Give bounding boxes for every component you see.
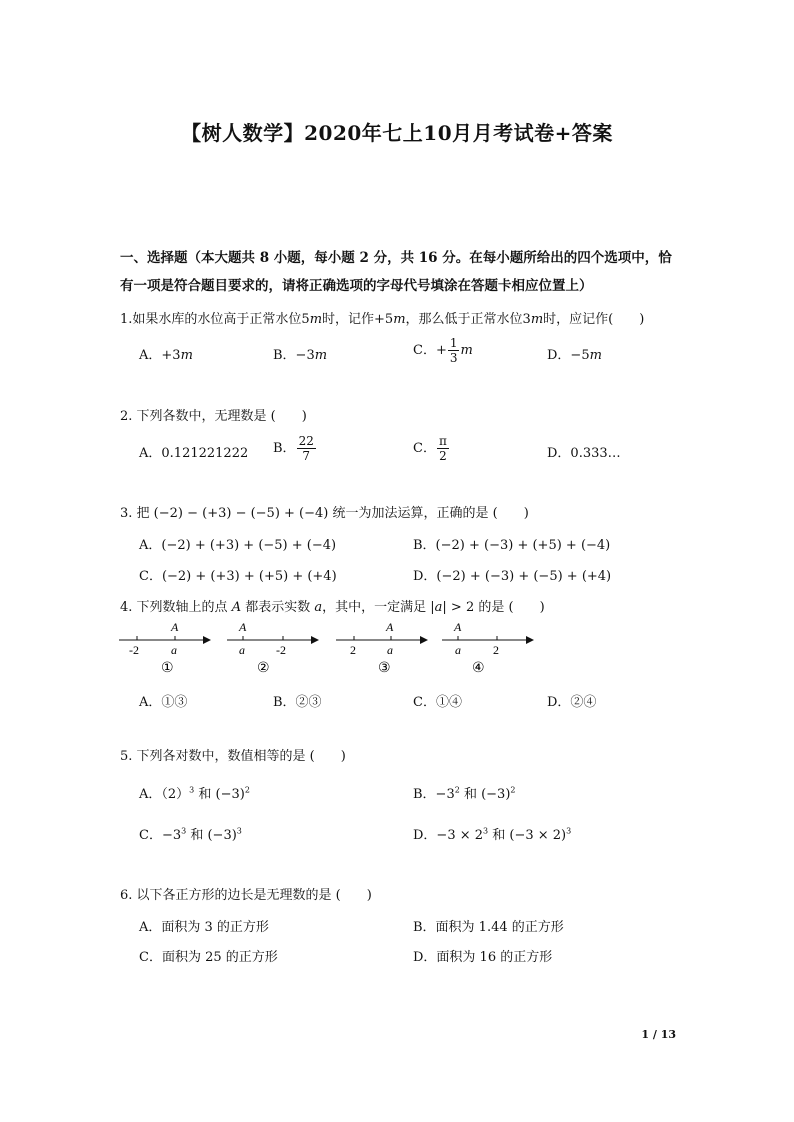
q1-var: m — [393, 312, 406, 327]
fraction: $\frac{1}{3}$ — [449, 336, 458, 365]
a-label: a — [239, 643, 245, 657]
q6-option-d[interactable]: D．面积为 16 的正方形 — [413, 950, 553, 965]
number-line-3 — [336, 616, 436, 684]
figure-number: ④ — [472, 660, 485, 676]
q4-option-a[interactable]: A．①③ — [139, 695, 188, 710]
question-4-stem — [120, 596, 545, 615]
q6-option-a[interactable]: A．面积为 3 的正方形 — [139, 920, 269, 935]
a-label: a — [455, 643, 461, 657]
q4-text: 都表示实数 — [245, 600, 311, 615]
q1-option-a[interactable]: A．+3m — [139, 348, 193, 363]
q4-var: A — [231, 600, 242, 615]
q1-text: 5 — [301, 312, 310, 327]
q5-option-b[interactable]: B．$-3^2$ 和 $(-3)^2$ — [413, 785, 516, 802]
q1-text: +5 — [374, 312, 394, 327]
question-6-stem: 6. 以下各正方形的边长是无理数的是 ( ) — [120, 888, 372, 903]
page-number: 1 / 13 — [641, 1028, 676, 1041]
figure-number: ② — [257, 660, 270, 676]
section-heading-line1: 一、选择题（本大题共 8 小题，每小题 2 分，共 16 分。在每小题所给出的四个选项中，恰 — [120, 250, 672, 266]
question-2-stem: 2. 下列各数中，无理数是 ( ) — [120, 409, 307, 424]
page-title: 【树人数学】2020年七上10月月考试卷+答案 — [181, 121, 613, 145]
q1-option-d[interactable]: D．−5m — [547, 348, 602, 363]
q1-text: 时，应记作( ) — [543, 312, 645, 327]
tick-label: 2 — [350, 643, 356, 657]
q1-text: 1.如果水库的水位高于正常水位 — [120, 312, 302, 327]
q1-option-c[interactable]: C．+ $\frac{1}{3}$ m — [413, 336, 473, 365]
q6-option-b[interactable]: B．面积为 1.44 的正方形 — [413, 920, 564, 935]
q2-option-d[interactable]: D．0.333… — [547, 446, 621, 461]
q4-option-c[interactable]: C．①④ — [413, 695, 462, 710]
tick-label: -2 — [129, 643, 139, 657]
section-heading-line2: 有一项是符合题目要求的，请将正确选项的字母代号填涂在答题卡相应位置上） — [120, 278, 593, 294]
point-label: A — [239, 620, 247, 634]
fraction: $\frac{\pi}{2}$ — [438, 434, 447, 463]
number-line-1 — [119, 616, 219, 684]
q4-var: a — [434, 600, 443, 615]
q4-option-b[interactable]: B．②③ — [273, 695, 322, 710]
fraction: $\frac{22}{7}$ — [298, 434, 314, 463]
q1-var: m — [530, 312, 544, 327]
q1-text: ，那么低于正常水位3 — [405, 312, 531, 327]
q1-option-b[interactable]: B．−3m — [273, 348, 328, 363]
a-label: a — [171, 643, 177, 657]
question-1-stem — [120, 308, 644, 327]
tick-label: 2 — [493, 643, 499, 657]
a-label: a — [387, 643, 393, 657]
q3-option-d[interactable]: D．(−2) + (−3) + (−5) + (+4) — [413, 569, 612, 584]
figure-number: ③ — [378, 660, 391, 676]
q3-option-a[interactable]: A．(−2) + (+3) + (−5) + (−4) — [139, 538, 337, 553]
number-line-4 — [442, 616, 542, 684]
q5-option-d[interactable]: D．$-3 \times 2^3$ 和 $(-3 \times 2)^3$ — [413, 826, 572, 843]
q2-option-b[interactable]: B． $\frac{22}{7}$ — [273, 434, 314, 463]
q4-text: ，其中，一定满足 | — [322, 600, 435, 615]
number-line-2 — [227, 616, 327, 684]
tick-label: -2 — [276, 643, 286, 657]
q5-option-c[interactable]: C．$-3^3$ 和 $(-3)^3$ — [139, 826, 242, 843]
q4-var: a — [314, 600, 323, 615]
q6-option-c[interactable]: C．面积为 25 的正方形 — [139, 950, 278, 965]
q1-text: 时，记作 — [322, 312, 375, 327]
q3-option-b[interactable]: B．(−2) + (−3) + (+5) + (−4) — [413, 538, 611, 553]
point-label: A — [386, 620, 394, 634]
q2-option-a[interactable]: A．0.121221222 — [139, 446, 249, 461]
figure-number: ① — [161, 660, 174, 676]
q4-text: | > 2 的是 ( ) — [442, 600, 545, 615]
question-5-stem: 5. 下列各对数中，数值相等的是 ( ) — [120, 749, 346, 764]
q3-option-c[interactable]: C．(−2) + (+3) + (+5) + (+4) — [139, 569, 337, 584]
q1-var: m — [309, 312, 323, 327]
q5-option-a[interactable]: A．$(2)^3$ 和 $(-3)^2$ — [139, 785, 250, 802]
question-3-stem: 3. 把 (−2) − (+3) − (−5) + (−4) 统一为加法运算，正确的是 ( ) — [120, 506, 529, 521]
point-label: A — [171, 620, 179, 634]
q2-option-c[interactable]: C． $\frac{\pi}{2}$ — [413, 434, 447, 463]
q4-option-d[interactable]: D．②④ — [547, 695, 597, 710]
q4-text: 4. 下列数轴上的点 — [120, 600, 228, 615]
point-label: A — [454, 620, 462, 634]
